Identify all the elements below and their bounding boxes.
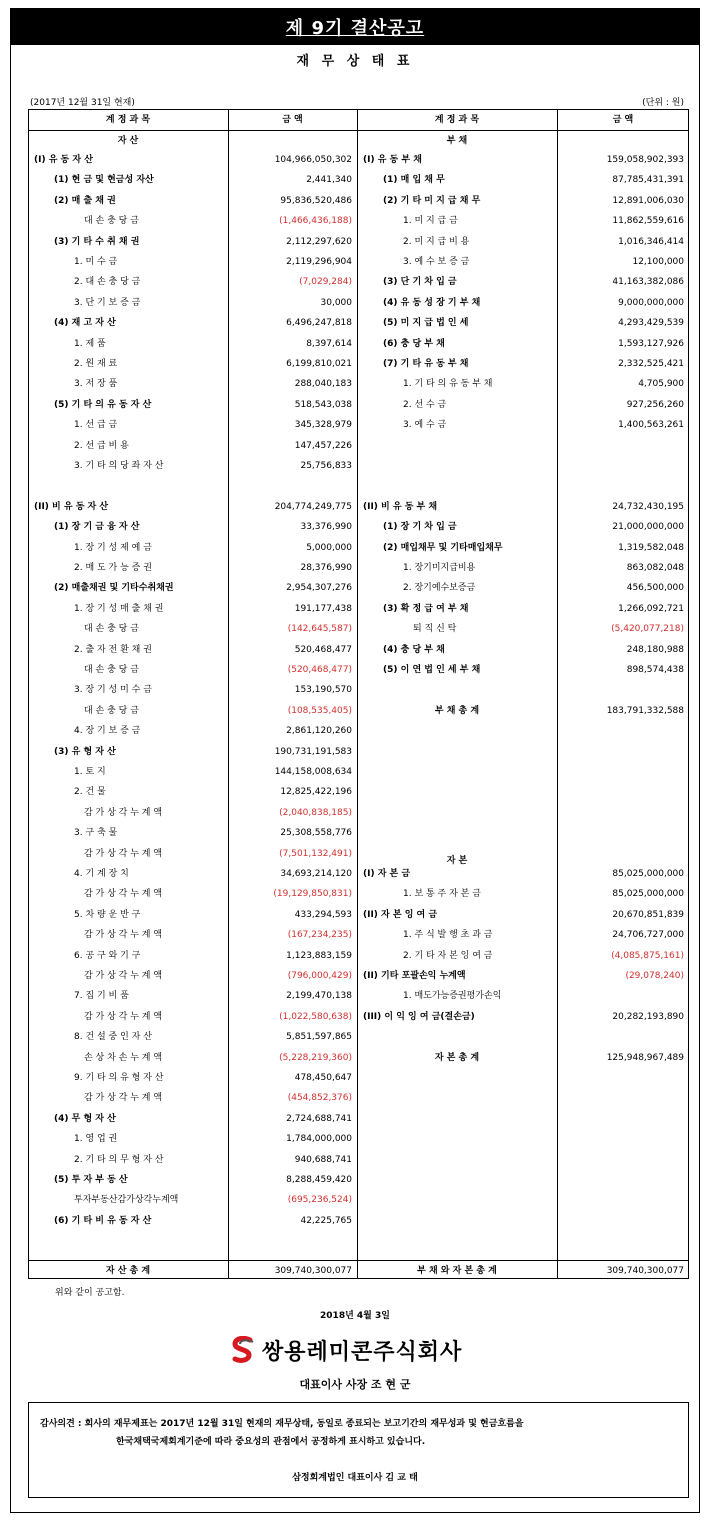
account-label: (III) 이 익 잉 여 금(결손금) <box>363 1011 475 1022</box>
account-amount: 25,308,558,776 <box>280 828 352 839</box>
total-assets-label: 자 산 총 계 <box>105 1266 151 1276</box>
account-label: 5. 차 량 운 반 구 <box>74 909 141 920</box>
account-label: 퇴 직 신 탁 <box>413 624 457 635</box>
account-label: (II) 비 유 동 자 산 <box>34 501 109 512</box>
account-amount: 2,112,297,620 <box>286 236 352 247</box>
notice-date: 2018년 4월 3일 <box>320 1311 390 1321</box>
account-label: (I) 유 동 자 산 <box>34 155 93 165</box>
account-amount: (142,645,587) <box>287 624 352 635</box>
account-label: 1. 영 업 권 <box>74 1134 118 1145</box>
section-liabilities: 부 채 <box>446 136 468 146</box>
total-liab-equity-label: 부 채 와 자 본 총 계 <box>417 1266 497 1276</box>
account-amount: (454,852,376) <box>287 1093 352 1104</box>
account-amount: 20,282,193,890 <box>612 1011 684 1022</box>
account-amount: 21,000,000,000 <box>612 522 684 533</box>
account-amount: 25,756,833 <box>300 461 352 471</box>
account-amount: 204,774,249,775 <box>274 501 352 512</box>
account-label: (4) 무 형 자 산 <box>54 1113 116 1124</box>
account-amount: (5,420,077,218) <box>611 624 684 635</box>
account-label: (I) 유 동 부 채 <box>363 155 422 165</box>
account-label: (4) 재 고 자 산 <box>54 318 116 329</box>
page-title: 제 9기 결산공고 <box>285 17 425 39</box>
account-label: 2. 대 손 충 당 금 <box>74 277 141 288</box>
account-amount: 1,784,000,000 <box>286 1134 352 1145</box>
section-assets: 자 산 <box>117 136 139 146</box>
account-label: (4) 유 동 성 장 기 부 채 <box>383 297 481 308</box>
header-account-left: 계 정 과 목 <box>105 115 151 125</box>
account-amount: (4,085,875,161) <box>611 950 684 961</box>
account-label: 7. 집 기 비 품 <box>74 991 129 1002</box>
account-amount: 1,319,582,048 <box>618 542 684 553</box>
account-label: 1. 제 품 <box>74 338 106 349</box>
total-liab-equity-amount: 309,740,300,077 <box>606 1266 684 1276</box>
account-label: 2. 원 재 료 <box>74 359 118 369</box>
account-amount: 8,397,614 <box>306 338 352 349</box>
account-amount: 85,025,000,000 <box>612 869 684 879</box>
account-amount: 2,861,120,260 <box>286 726 352 737</box>
account-amount: 1,123,883,159 <box>286 950 352 961</box>
account-amount: 104,966,050,302 <box>274 155 352 165</box>
account-label: (2) 매출채권 및 기타수취채권 <box>54 583 174 594</box>
unit-label: (단위 : 원) <box>642 98 684 108</box>
account-amount: 12,825,422,196 <box>280 787 352 798</box>
account-amount: (108,535,405) <box>287 705 352 716</box>
divider <box>28 1260 689 1261</box>
account-label: (3) 확 정 급 여 부 채 <box>383 603 469 614</box>
account-amount: (520,468,477) <box>287 665 352 675</box>
company-name: 쌍용레미콘주식회사 <box>262 1339 463 1365</box>
account-label: 3. 기 타 의 당 좌 자 산 <box>74 461 164 471</box>
account-amount: 520,468,477 <box>294 644 352 655</box>
account-label: 3. 구 축 물 <box>74 828 118 839</box>
account-label: 1. 매도가능증권평가손익 <box>403 991 502 1002</box>
account-amount: 940,688,741 <box>294 1154 352 1165</box>
account-label: 자 본 총 계 <box>434 1052 480 1063</box>
account-label: 2. 선 수 금 <box>403 399 447 410</box>
account-amount: 6,496,247,818 <box>286 318 352 329</box>
account-amount: 28,376,990 <box>300 563 352 573</box>
account-amount: 12,100,000 <box>632 257 684 267</box>
account-label: (3) 기 타 수 취 채 권 <box>54 236 140 247</box>
account-amount: 345,328,979 <box>294 420 352 431</box>
account-amount: (2,040,838,185) <box>279 807 352 818</box>
account-amount: 478,450,647 <box>294 1073 352 1083</box>
header-amount-right: 금 액 <box>612 115 634 125</box>
account-label: 감 가 상 각 누 계 액 <box>84 848 163 859</box>
account-label: (I) 자 본 금 <box>363 869 411 879</box>
account-amount: 144,158,008,634 <box>274 767 352 777</box>
account-amount: 153,190,570 <box>294 685 352 696</box>
account-label: (4) 충 당 부 채 <box>383 644 445 655</box>
account-amount: 288,040,183 <box>294 379 352 390</box>
account-amount: (7,501,132,491) <box>279 848 352 859</box>
account-amount: (19,129,850,831) <box>273 889 352 900</box>
account-label: 6. 공 구 와 기 구 <box>74 950 141 961</box>
account-amount: (796,000,429) <box>287 971 352 981</box>
account-label: 감 가 상 각 누 계 액 <box>84 889 163 900</box>
account-amount: 42,225,765 <box>300 1215 352 1226</box>
account-label: 감 가 상 각 누 계 액 <box>84 930 163 941</box>
account-label: 2. 기 타 의 무 형 자 산 <box>74 1154 164 1165</box>
account-label: (II) 자 본 잉 여 금 <box>363 909 438 920</box>
account-label: 손 상 차 손 누 계 액 <box>84 1052 163 1063</box>
audit-opinion-line2: 한국채택국제회계기준에 따라 중요성의 관점에서 공정하게 표시하고 있습니다. <box>116 1437 426 1447</box>
account-amount: 5,000,000 <box>306 542 352 553</box>
account-label: 대 손 충 당 금 <box>84 216 139 227</box>
account-amount: 1,016,346,414 <box>618 236 684 247</box>
account-amount: 24,732,430,195 <box>612 501 684 512</box>
account-label: 3. 단 기 보 증 금 <box>74 297 141 308</box>
account-amount: 863,082,048 <box>626 563 684 573</box>
account-amount: 2,441,340 <box>306 175 352 186</box>
account-amount: 190,731,191,583 <box>274 746 352 757</box>
account-amount: 2,119,296,904 <box>286 257 352 267</box>
account-amount: 6,199,810,021 <box>286 359 352 369</box>
account-label: 대 손 충 당 금 <box>84 705 139 716</box>
audit-opinion-line1: 감사의견 : 회사의 재무제표는 2017년 12월 31일 현재의 재무상태, 동일로 종료되는 보고기간의 재무성과 및 현금흐름을 <box>40 1419 524 1429</box>
account-label: 감 가 상 각 누 계 액 <box>84 1011 163 1022</box>
account-label: (3) 유 형 자 산 <box>54 746 116 757</box>
account-label: 1. 기 타 의 유 동 부 채 <box>403 379 493 390</box>
representative: 대표이사 사장 조 현 군 <box>299 1378 411 1391</box>
account-label: 감 가 상 각 누 계 액 <box>84 971 163 981</box>
account-label: 감 가 상 각 누 계 액 <box>84 807 163 818</box>
account-label: (7) 기 타 유 동 부 채 <box>383 359 469 369</box>
account-amount: 5,851,597,865 <box>286 1032 352 1043</box>
account-amount: 4,293,429,539 <box>618 318 684 329</box>
account-label: 4. 장 기 보 증 금 <box>74 726 141 737</box>
title-bar <box>10 8 700 45</box>
header-amount-left: 금 액 <box>282 115 303 125</box>
account-label: (3) 단 기 차 입 금 <box>383 277 457 288</box>
account-amount: 24,706,727,000 <box>612 930 684 941</box>
account-label: (II) 비 유 동 부 채 <box>363 501 438 512</box>
account-amount: 456,500,000 <box>626 583 684 594</box>
account-amount: 11,862,559,616 <box>612 216 684 227</box>
account-amount: 12,891,006,030 <box>612 195 684 206</box>
account-label: 2. 매 도 가 능 증 권 <box>74 563 152 573</box>
account-amount: 87,785,431,391 <box>612 175 684 186</box>
account-amount: (1,466,436,188) <box>279 216 352 227</box>
account-amount: 85,025,000,000 <box>612 889 684 900</box>
account-label: (6) 충 당 부 채 <box>383 338 445 349</box>
account-amount: 518,543,038 <box>294 399 352 410</box>
notice-text: 위와 같이 공고함. <box>55 1288 125 1298</box>
account-label: 2. 기 타 자 본 잉 여 금 <box>403 950 493 961</box>
account-label: (2) 기 타 미 지 급 채 무 <box>383 195 481 206</box>
account-label: 감 가 상 각 누 계 액 <box>84 1093 163 1104</box>
account-label: 3. 저 장 품 <box>74 379 118 390</box>
account-amount: 2,332,525,421 <box>618 359 684 369</box>
account-amount: 33,376,990 <box>300 522 352 533</box>
account-label: 3. 예 수 보 증 금 <box>403 257 470 267</box>
account-label: 2. 미 지 급 비 용 <box>403 236 470 247</box>
header-account-right: 계 정 과 목 <box>434 115 480 125</box>
account-label: 2. 건 물 <box>74 787 106 798</box>
total-assets-amount: 309,740,300,077 <box>274 1266 352 1276</box>
account-amount: 2,954,307,276 <box>286 583 352 594</box>
account-label: 4. 기 계 장 치 <box>74 869 129 879</box>
account-amount: (5,228,219,360) <box>279 1052 352 1063</box>
account-amount: (29,078,240) <box>625 971 684 981</box>
account-amount: 1,593,127,926 <box>618 338 684 349</box>
company-logo-icon <box>230 1336 256 1364</box>
account-amount: 248,180,988 <box>626 644 684 655</box>
account-label: (2) 매 출 채 권 <box>54 195 116 206</box>
account-amount: 95,836,520,486 <box>280 195 352 206</box>
account-label: 8. 건 설 중 인 자 산 <box>74 1032 152 1043</box>
account-amount: (167,234,235) <box>287 930 352 941</box>
account-label: (1) 장 기 금 융 자 산 <box>54 522 140 533</box>
account-amount: 927,256,260 <box>626 399 684 410</box>
account-amount: 159,058,902,393 <box>606 155 684 165</box>
account-amount: 34,693,214,120 <box>280 869 352 879</box>
account-amount: 8,288,459,420 <box>286 1175 352 1185</box>
account-amount: (1,022,580,638) <box>279 1011 352 1022</box>
account-label: 1. 선 급 금 <box>74 420 118 431</box>
divider <box>357 109 358 1279</box>
account-amount: 41,163,382,086 <box>612 277 684 288</box>
account-label: (5) 기 타 의 유 동 자 산 <box>54 399 152 410</box>
statement-subtitle: 재 무 상 태 표 <box>296 54 414 69</box>
account-label: (5) 투 자 부 동 산 <box>54 1175 128 1185</box>
account-label: 대 손 충 당 금 <box>84 665 139 675</box>
account-label: 1. 토 지 <box>74 767 106 777</box>
account-label: 1. 미 수 금 <box>74 257 118 267</box>
account-label: (1) 현 금 및 현금성 자산 <box>54 175 154 186</box>
company-logo <box>230 1333 462 1367</box>
section-equity: 자 본 <box>446 856 468 866</box>
account-label: 1. 미 지 급 금 <box>403 216 458 227</box>
account-label: 1. 장 기 성 제 예 금 <box>74 542 152 553</box>
account-label: 대 손 충 당 금 <box>84 624 139 635</box>
account-amount: 1,400,563,261 <box>618 420 684 431</box>
account-label: (1) 매 입 채 무 <box>383 175 445 186</box>
account-amount: (695,236,524) <box>287 1195 352 1206</box>
account-amount: 191,177,438 <box>294 603 352 614</box>
account-label: 투자부동산감가상각누계액 <box>74 1195 179 1206</box>
account-amount: 183,791,332,588 <box>606 705 684 716</box>
divider <box>28 130 689 131</box>
account-label: 부 채 총 계 <box>434 705 480 716</box>
account-amount: 30,000 <box>320 297 352 308</box>
account-label: 2. 장기예수보증금 <box>403 583 476 594</box>
account-label: 2. 선 급 비 용 <box>74 440 129 451</box>
account-label: 3. 예 수 금 <box>403 420 447 431</box>
account-label: 9. 기 타 의 유 형 자 산 <box>74 1073 164 1083</box>
account-label: (1) 장 기 차 입 금 <box>383 522 457 533</box>
account-label: (5) 미 지 급 법 인 세 <box>383 318 469 329</box>
as-of-date: (2017년 12월 31일 현재) <box>30 98 135 108</box>
account-amount: 20,670,851,839 <box>612 909 684 920</box>
account-label: 1. 장 기 성 매 출 채 권 <box>74 603 164 614</box>
account-label: 1. 장기미지급비용 <box>403 563 476 573</box>
account-amount: 898,574,438 <box>626 665 684 675</box>
account-label: 2. 출 자 전 환 채 권 <box>74 644 152 655</box>
account-amount: 125,948,967,489 <box>606 1052 684 1063</box>
account-label: (6) 기 타 비 유 동 자 산 <box>54 1215 152 1226</box>
account-amount: (7,029,284) <box>299 277 352 288</box>
account-label: (II) 기타 포괄손익 누계액 <box>363 971 466 981</box>
account-amount: 1,266,092,721 <box>618 603 684 614</box>
account-label: 1. 보 통 주 자 본 금 <box>403 889 481 900</box>
auditor-name: 삼정회계법인 대표이사 김 교 태 <box>292 1473 418 1483</box>
account-label: 1. 주 식 발 행 초 과 금 <box>403 930 493 941</box>
account-label: 3. 장 기 성 미 수 금 <box>74 685 152 696</box>
account-amount: 2,199,470,138 <box>286 991 352 1002</box>
account-amount: 9,000,000,000 <box>618 297 684 308</box>
account-label: (5) 이 연 법 인 세 부 채 <box>383 665 481 675</box>
account-amount: 2,724,688,741 <box>286 1113 352 1124</box>
account-label: (2) 매입채무 및 기타매입채무 <box>383 542 503 553</box>
account-amount: 147,457,226 <box>294 440 352 451</box>
account-amount: 4,705,900 <box>638 379 684 390</box>
account-amount: 433,294,593 <box>294 909 352 920</box>
